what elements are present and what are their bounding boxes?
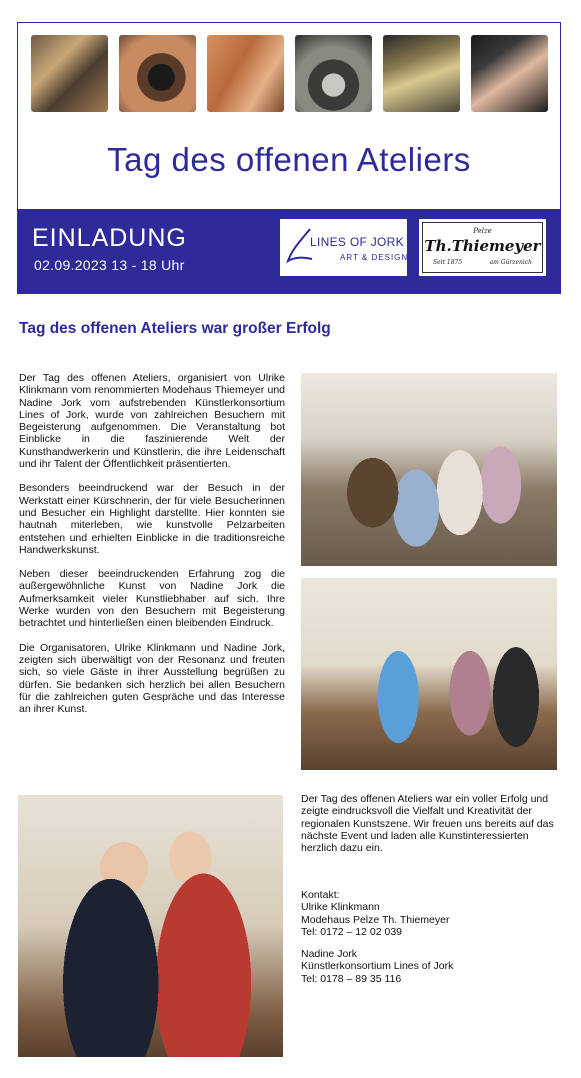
banner-title: Tag des offenen Ateliers [107,141,471,178]
workshop-visitors-photo [301,373,557,566]
banner-thumbnails [31,35,548,112]
contact-company: Künstlerkonsortium Lines of Jork [301,960,454,973]
contact-name: Nadine Jork [301,948,358,960]
thiemeyer-logo-place: am Gürzenich [489,259,532,266]
camera-hands-image [119,35,196,112]
banner-bar [18,209,560,293]
event-date-time: 02.09.2023 13 - 18 Uhr [34,257,185,273]
article-paragraph: Der Tag des offenen Ateliers, organisiert von Ulrike Klinkmann vom renommierten Modehaus Thiemeyer und Nadine Jork vom aufstrebenden Künstlerkonsortium Lines of Jork, wurde von zahlreichen Besuchern mit Begeisterung aufgenommen. Die Veranstaltung bot Einblicke in die faszinierende Welt der Kunsthandwerkerin und Künstlerin, die ihre Leidenschaft und ihr Talent der Öffentlichkeit präsentierten. [19,372,285,471]
article-paragraph: Neben dieser beeindruckenden Erfahrung zog die außergewöhnliche Kunst von Nadine Jork die Aufmerksamkeit vieler Kunstliebhaber auf sich. Ihre Werke wurden von den Besuchern mit Begeisterung betrachtet und hinterließen einen bleibenden Eindruck. [19,568,285,630]
article-headline: Tag des offenen Ateliers war großer Erfolg [19,320,331,337]
jork-logo-name: LINES OF JORK [310,235,404,249]
contact-phone: Tel: 0178 – 89 35 116 [301,972,402,985]
invitation-label: EINLADUNG [32,224,187,252]
brushes-image [31,35,108,112]
organizers-photo [18,795,283,1057]
contact-company: Modehaus Pelze Th. Thiemeyer [301,913,450,926]
fur-machine-image [383,35,460,112]
contact-block-jork [301,948,453,985]
contact-name: Ulrike Klinkmann [301,901,380,914]
leather-hands-image [471,35,548,112]
contact-label: Kontakt: [301,889,340,901]
article-paragraph: Besonders beeindruckend war der Besuch in der Werkstatt einer Kürschnerin, der für viele Besucherinnen und Besucher ein Highlight darstellte. Hier konnten sie hautnah miterleben, wie kunstvolle Pelzarbeiten entstehen und erhielten Einblicke in die traditionsreiche Handwerkskunst. [19,482,285,556]
gallery-visitors-photo [301,578,557,770]
sewing-machine-image [295,35,372,112]
invitation-banner [17,22,561,294]
jork-logo-tagline: ART & DESIGN [340,253,409,262]
contact-block-klinkmann [301,889,449,938]
article-paragraph: Die Organisatoren, Ulrike Klinkmann und Nadine Jork, zeigten sich überwältigt von der Resonanz und freuten sich, so viele Gäste in ihrer Ausstellung begrüßen zu dürfen. Sie bedanken sich herzlich bei allen Besuchern für die zahlreichen guten Gespräche und das Interesse an ihrer Kunst. [19,641,285,716]
lines-of-jork-logo [280,219,407,276]
closing-paragraph: Der Tag des offenen Ateliers war ein voller Erfolg und zeigte eindrucksvoll die Vielfalt und Kreativität der regionalen Kunstszene. Wir freuen uns bereits auf das nächste Event und laden alle Kunstinteressierten herzlich dazu ein. [301,793,554,855]
clay-sculpting-image [207,35,284,112]
article-body [19,372,285,727]
thiemeyer-logo-small: Pelze [473,227,492,235]
contact-phone: Tel: 0172 – 12 02 039 [301,925,403,938]
logo-frame [422,222,543,273]
thiemeyer-logo [419,219,546,276]
thiemeyer-logo-since: Seit 1875 [433,259,463,266]
thiemeyer-logo-name: Th.Thiemeyer [424,237,541,255]
